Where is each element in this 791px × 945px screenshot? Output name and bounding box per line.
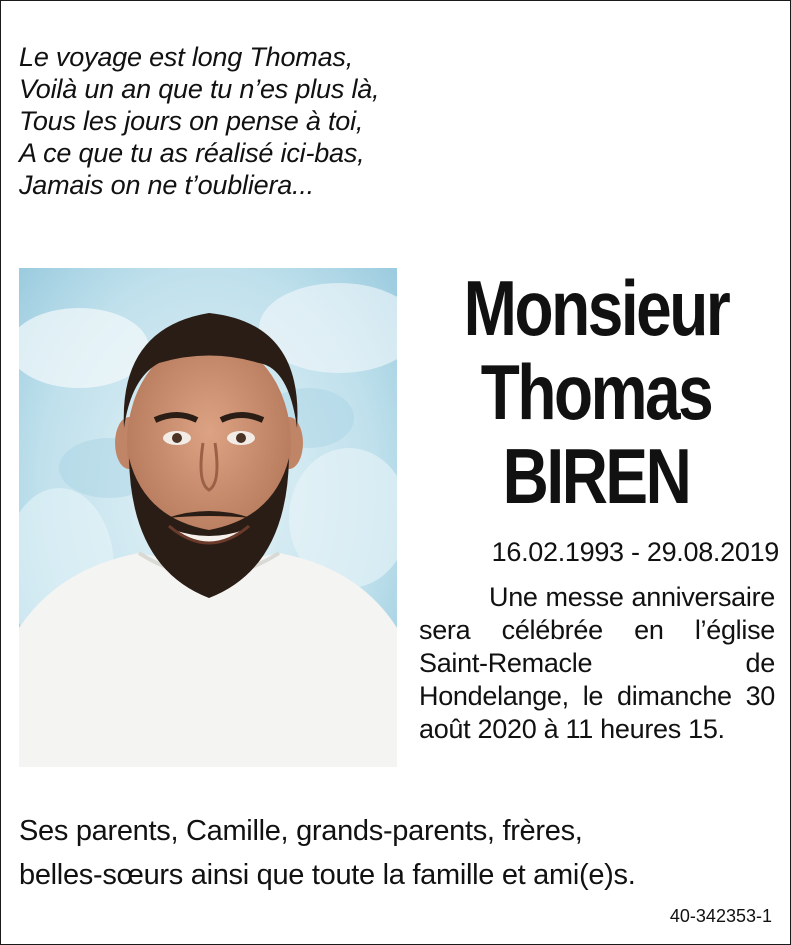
poem-line: Jamais on ne t’oubliera... (19, 170, 314, 200)
first-name: Thomas (480, 348, 712, 436)
life-dates: 16.02.1993 - 29.08.2019 (491, 537, 779, 567)
deceased-name (436, 266, 756, 518)
family-line: belles-sœurs ainsi que toute la famille et ami(e)s. (19, 859, 636, 891)
family-line: Ses parents, Camille, grands-parents, frères, (19, 815, 583, 847)
poem-line: Voilà un an que tu n’es plus là, (19, 74, 380, 104)
title: Monsieur (463, 264, 729, 352)
last-name: BIREN (502, 432, 690, 520)
mass-notice: Une messe anniversaire sera célébrée en l’église Saint-Remacle de Hondelange, le dimanche 30 août 2020 à 11 heures 15. (419, 582, 775, 744)
poem-line: A ce que tu as réalisé ici-bas, (19, 138, 365, 168)
poem (19, 41, 379, 201)
reference-number: 40-342353-1 (669, 906, 772, 926)
poem-line: Tous les jours on pense à toi, (19, 106, 364, 136)
family-signature (19, 809, 779, 897)
portrait-photo (19, 268, 397, 767)
poem-line: Le voyage est long Thomas, (19, 42, 354, 72)
